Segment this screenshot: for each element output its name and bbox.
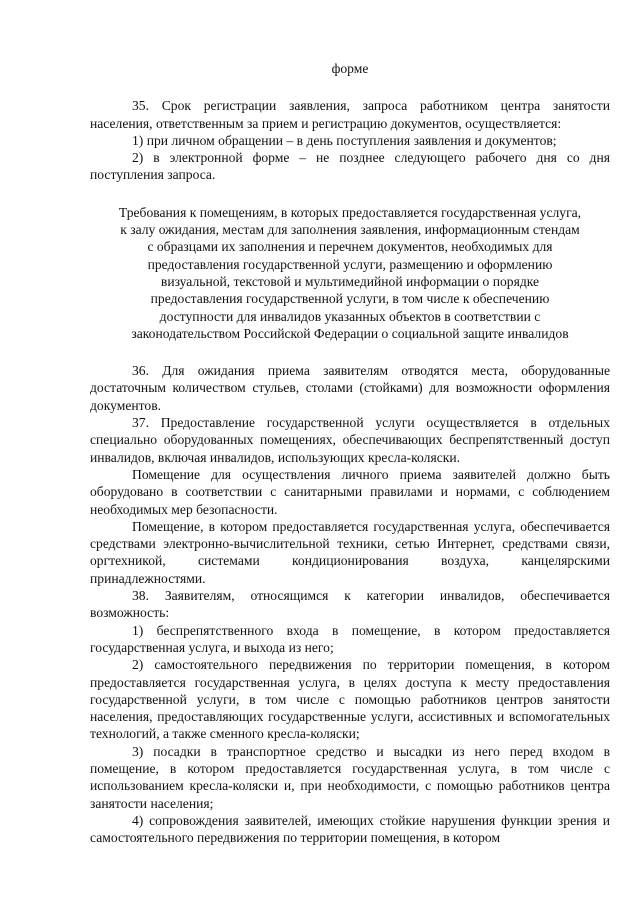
paragraph-38-item-2: 2) самостоятельного передвижения по территории помещения, в котором предоставляется государственная услуга, в целях доступа к месту предоставления государственной услуги, в том числе с помощью работников центров занятости населения, предоставляющих государственные услуги, ассистивных и вспомогательных технологий, а также сменного кресла-коляски; bbox=[90, 657, 610, 742]
heading-line: Требования к помещениям, в которых предоставляется государственная услуга, bbox=[118, 204, 582, 220]
section-heading bbox=[90, 204, 610, 342]
heading-line: с образцами их заполнения и перечнем документов, необходимых для bbox=[147, 239, 553, 255]
heading-line: к залу ожидания, местам для заполнения заявления, информационным стендам bbox=[120, 222, 580, 238]
paragraph-35-item-1: 1) при личном обращении – в день поступления заявления и документов; bbox=[132, 132, 557, 148]
paragraph-37-room-requirements: Помещение для осуществления личного приема заявителей должно быть оборудовано в соответствии с санитарными правилами и нормами, с соблюдением необходимых мер безопасности. bbox=[90, 466, 610, 517]
continuation-word: форме bbox=[331, 61, 369, 76]
heading-line: предоставления государственной услуги, размещению и оформлению bbox=[147, 256, 553, 272]
paragraph-36: 36. Для ожидания приема заявителям отводятся места, оборудованные достаточным количеством стульев, столами (стойками) для возможности оформления документов. bbox=[90, 363, 610, 413]
heading-line: предоставления государственной услуги, в том числе к обеспечению bbox=[150, 291, 550, 307]
paragraph-35: 35. Срок регистрации заявления, запроса работником центра занятости населения, ответственным за прием и регистрацию документов, осуществляется: bbox=[90, 98, 610, 131]
heading-line: доступности для инвалидов указанных объектов в соответствии с bbox=[159, 308, 541, 324]
paragraph-38-item-3: 3) посадки в транспортное средство и высадки из него перед входом в помещение, в котором предоставляется государственная услуга, в том числе с использованием кресла-коляски и, при необходимости, с помощью работников центра занятости населения; bbox=[90, 743, 610, 811]
document-page bbox=[90, 60, 610, 846]
paragraph-37-room-equipment: Помещение, в котором предоставляется государственная услуга, обеспечивается средствами электронно-вычислительной техники, сетью Интернет, средствами связи, оргтехникой, системами кондиционирования воздуха, канцелярскими принадлежностями. bbox=[90, 518, 610, 586]
paragraph-38: 38. Заявителям, относящимся к категории инвалидов, обеспечивается возможность: bbox=[90, 588, 610, 621]
paragraph-38-item-1: 1) беспрепятственного входа в помещение, в котором предоставляется государственная услуга, и выхода из него; bbox=[90, 622, 610, 655]
paragraph-35-item-2: 2) в электронной форме – не позднее следующего рабочего дня со дня поступления запроса. bbox=[90, 150, 610, 183]
paragraph-37: 37. Предоставление государственной услуги осуществляется в отдельных специально оборудованных помещениях, обеспечивающих беспрепятственный доступ инвалидов, включая инвалидов, использующих кресла-коляски. bbox=[90, 415, 610, 465]
heading-line: визуальной, текстовой и мультимедийной информации о порядке bbox=[160, 273, 540, 289]
paragraph-38-item-4: 4) сопровождения заявителей, имеющих стойкие нарушения функции зрения и самостоятельного передвижения по территории помещения, в котором bbox=[90, 812, 610, 846]
heading-line: законодательством Российской Федерации о социальной защите инвалидов bbox=[131, 325, 569, 341]
